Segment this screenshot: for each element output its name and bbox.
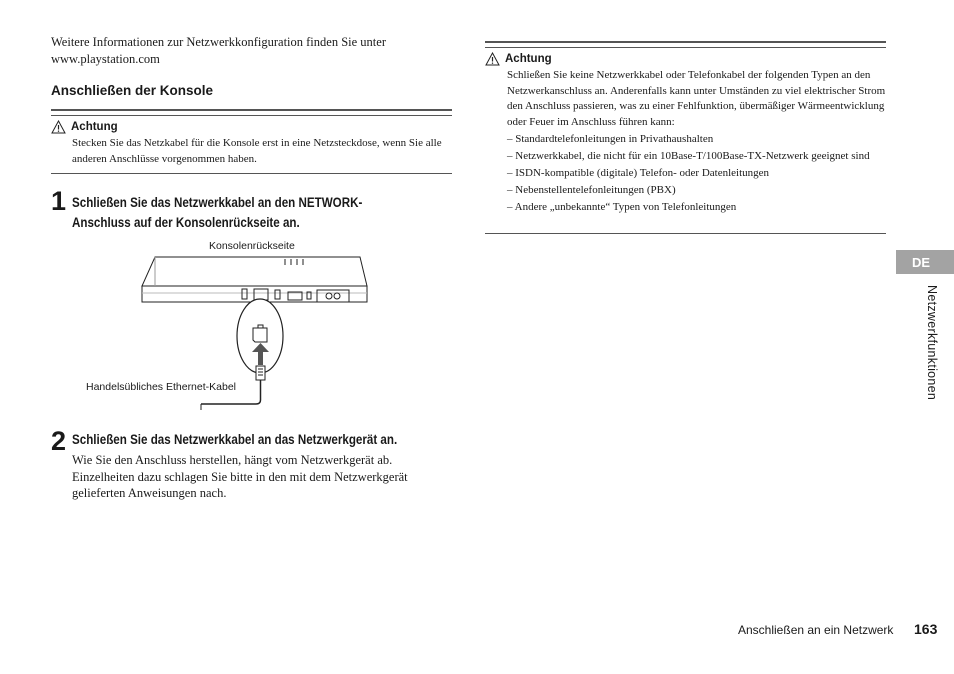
caution-title: Achtung	[71, 121, 118, 133]
section-title: Anschließen der Konsole	[51, 83, 214, 98]
chapter-side-label: Netzwerkfunktionen	[925, 285, 939, 401]
console-back-panel	[142, 257, 367, 302]
caution-text-right: Schließen Sie keine Netzwerkkabel oder Telefonkabel der folgenden Typen an den Netzwerkanschluss an. Anderenfalls kann unter Umständen zu viel elektrischer Strom den Anschluss passieren, was zu einer Fehlfunktion, übermäßiger Wärmeentwicklung oder Feuer im Anschluss führen kann:	[507, 69, 886, 128]
caution-triangle-icon	[485, 52, 500, 66]
list-item: – Nebenstellentelefonleitungen (PBX)	[507, 184, 676, 196]
figure-label-ethernet-cable: Handelsübliches Ethernet-Kabel	[86, 381, 237, 393]
ethernet-cable	[201, 380, 261, 404]
footer-section-label: Anschließen an ein Netzwerk	[738, 623, 894, 637]
step-2-title: Schließen Sie das Netzwerkkabel an das Netzwerkgerät an.	[72, 432, 398, 447]
caution-heading-right	[485, 52, 887, 66]
caution-heading	[51, 120, 451, 134]
caution-text: Stecken Sie das Netzkabel für die Konsole erst in eine Netzsteckdose, wenn Sie alle anderen Anschlüsse vorgenommen haben.	[72, 137, 442, 165]
list-item: – Netzwerkkabel, die nicht für ein 10Base-T/100Base-TX-Netzwerk geeignet sind	[507, 150, 870, 162]
caution-triangle-icon	[51, 120, 66, 134]
list-item: – ISDN-kompatible (digitale) Telefon- oder Datenleitungen	[507, 167, 770, 179]
cable-types-list	[507, 132, 887, 216]
page-number: 163	[914, 621, 938, 637]
list-item: – Standardtelefonleitungen in Privathaushalten	[507, 133, 714, 145]
ethernet-plug-icon	[256, 366, 265, 380]
step-1-number: 1	[51, 186, 67, 216]
step-1-title-line-2: Anschluss auf der Konsolenrückseite an.	[72, 215, 300, 230]
list-item: – Andere „unbekannte“ Typen von Telefonleitungen	[507, 201, 737, 213]
right-caution-bottom-rule	[485, 233, 886, 234]
section-double-rule	[51, 109, 452, 116]
intro-link-text: www.playstation.com	[51, 51, 160, 66]
step-1-title-line-1: Schließen Sie das Netzwerkkabel an den NETWORK-	[72, 195, 363, 210]
step-1-title	[72, 193, 492, 233]
intro-paragraph	[51, 34, 451, 67]
caution-box-left	[51, 120, 451, 167]
step-2-number: 2	[51, 426, 67, 456]
language-tab: DE	[896, 250, 954, 274]
intro-line-1: Weitere Informationen zur Netzwerkkonfiguration finden Sie unter	[51, 35, 386, 49]
step-2-text: Wie Sie den Anschluss herstellen, hängt vom Netzwerkgerät ab. Einzelheiten dazu schlagen Sie bitte in den mit dem Netzwerkgerät gelieferten Anweisungen nach.	[72, 453, 408, 500]
caution-box-right	[485, 52, 887, 217]
right-caution-top-rule	[485, 41, 886, 48]
figure-label-console-back: Konsolenrückseite	[209, 240, 295, 252]
console-connection-illustration	[135, 252, 375, 412]
power-connector-icon	[326, 293, 340, 299]
caution-title-right: Achtung	[505, 53, 552, 65]
caution-bottom-rule	[51, 173, 452, 174]
